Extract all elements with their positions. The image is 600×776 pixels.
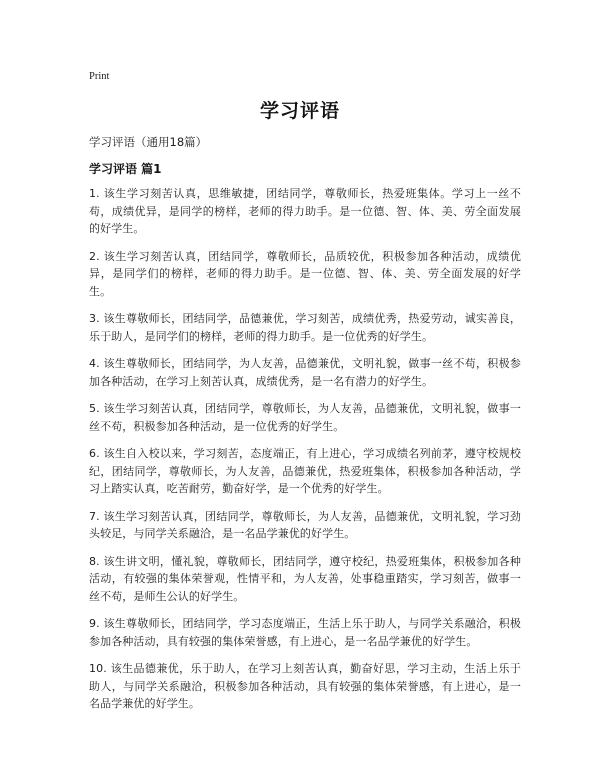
comment-item-3: 3. 该生尊敬师长，团结同学，品德兼优，学习刻苦，成绩优秀，热爱劳动，诚实善良，乐于助人，是同学们的榜样，老师的得力助手。是一位优秀的好学生。 <box>89 312 521 343</box>
comment-item-4: 4. 该生尊敬师长，团结同学，为人友善，品德兼优，文明礼貌，做事一丝不苟，积极参加各种活动，在学习上刻苦认真，成绩优秀，是一名有潜力的好学生。 <box>89 357 521 388</box>
print-link[interactable]: Print <box>89 71 110 82</box>
page-title: 学习评语 <box>259 100 340 122</box>
comment-item-10: 10. 该生品德兼优，乐于助人，在学习上刻苦认真，勤奋好思，学习主动，生活上乐于助人，与同学关系融洽，积极参加各种活动，具有较强的集体荣誉感，有上进心，是一名品学兼优的好学生。 <box>89 662 521 710</box>
document-subtitle: 学习评语（通用18篇） <box>89 135 208 149</box>
comment-item-7: 7. 该生学习刻苦认真，团结同学，尊敬师长，为人友善，品德兼优，文明礼貌，学习劲头较足，与同学关系融洽，是一名品学兼优的好学生。 <box>89 509 521 540</box>
comment-item-8: 8. 该生讲文明，懂礼貌，尊敬师长，团结同学，遵守校纪，热爱班集体，积极参加各种活动，有较强的集体荣誉观，性情平和，为人友善，处事稳重踏实，学习刻苦，做事一丝不苟，是师生公认的好学生。 <box>89 554 521 603</box>
comment-item-1: 1. 该生学习刻苦认真，思维敏捷，团结同学，尊敬师长，热爱班集体。学习上一丝不苟，成绩优异，是同学的榜样，老师的得力助手。是一位德、智、体、美、劳全面发展的好学生。 <box>89 187 521 235</box>
comment-item-6: 6. 该生自入校以来，学习刻苦，态度端正，有上进心，学习成绩名列前茅，遵守校规校纪，团结同学，尊敬师长，为人友善，品德兼优，热爱班集体，积极参加各种活动，学习上踏实认真，吃苦耐劳，勤奋好学，是一个优秀的好学生。 <box>89 447 521 495</box>
comment-item-5: 5. 该生学习刻苦认真，团结同学，尊敬师长，为人友善，品德兼优，文明礼貌，做事一丝不苟，积极参加各种活动，是一位优秀的好学生。 <box>89 402 521 433</box>
comment-item-2: 2. 该生学习刻苦认真，团结同学，尊敬师长，品质较优，积极参加各种活动，成绩优异，是同学们的榜样，老师的得力助手。是一位德、智、体、美、劳全面发展的好学生。 <box>89 249 521 298</box>
section-heading: 学习评语 篇1 <box>89 162 162 176</box>
comment-list <box>89 185 521 723</box>
comment-item-9: 9. 该生尊敬师长，团结同学，学习态度端正，生活上乐于助人，与同学关系融洽，积极参加各种活动，具有较强的集体荣誉感，有上进心，是一名品学兼优的好学生。 <box>89 617 521 648</box>
